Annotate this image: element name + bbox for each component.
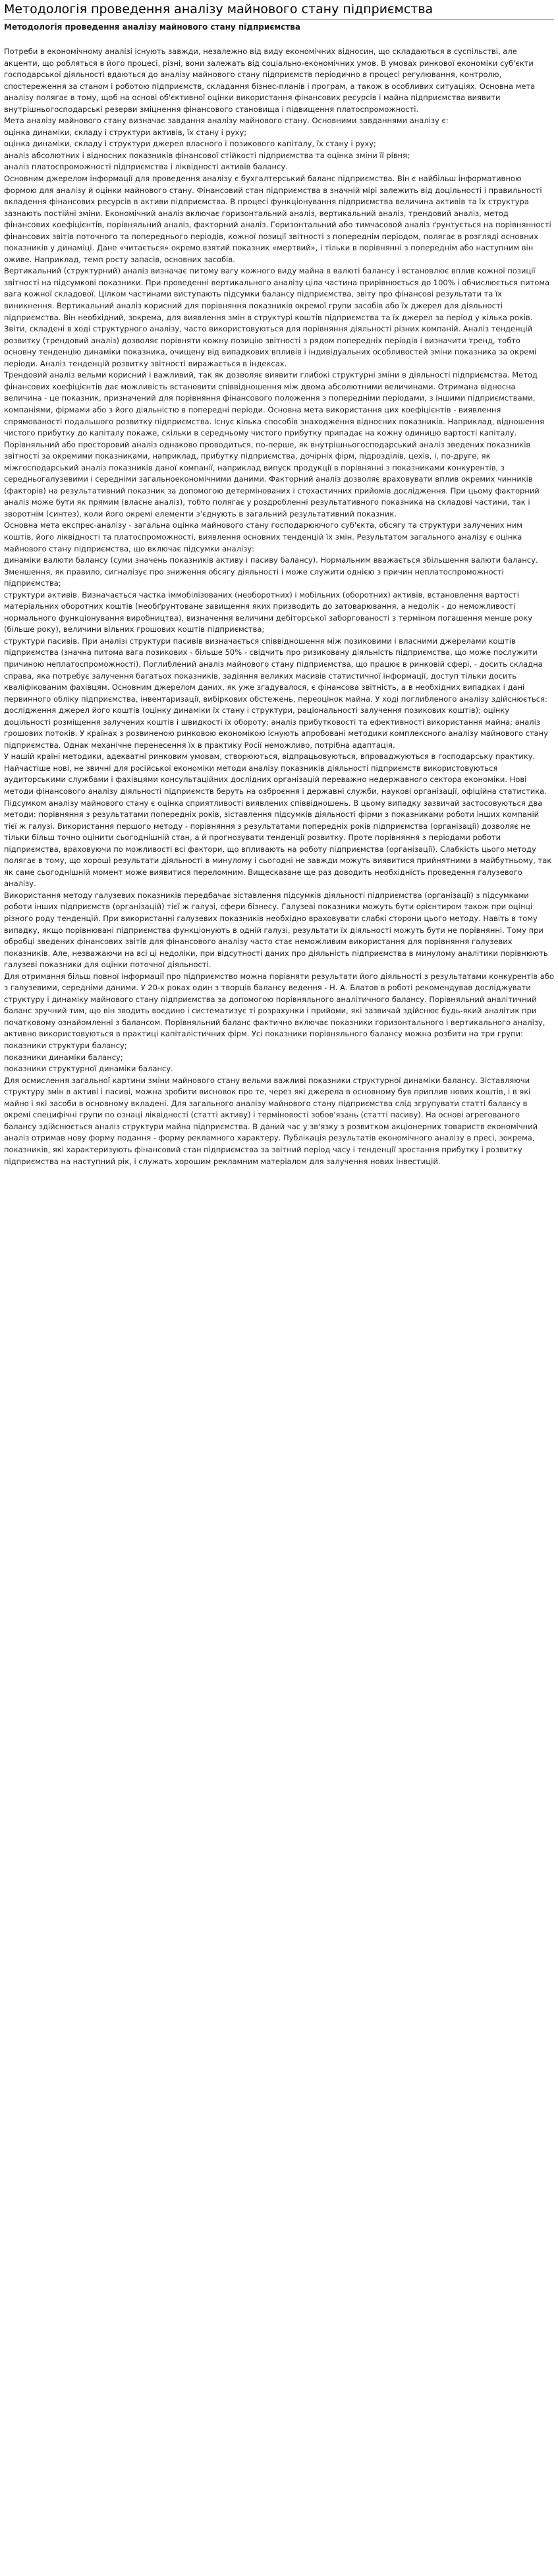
paragraph: Для отримання більш повної інформації про підприємство можна порівняти результати його діяльності з результатами конкурентів або з галузевими, середніми даними. У 20-х роках один з творців балансу ведення - Н. А. Блатов в роботі рекомендував досліджувати структуру і динаміку майнового стану підприємства за допомогою порівняльного аналітичного балансу. Порівняльний аналітичний баланс зручний тим, що він зводить воєдино і систематизує ті розрахунки і прийоми, які зазвичай здійснює будь-який аналітик при початковому ознайомленні з балансом. Порівняльний баланс фактично включає показники горизонтального і вертикального аналізу, активно використовуються в практиці капіталістичних фірм. Усі показники порівняльного балансу можна розбити на три групи: xyxy=(4,971,554,1039)
article-body xyxy=(4,46,554,1167)
paragraph: Потреби в економічному аналізі існують завжди, незалежно від виду економічних відносин, що складаються в суспільстві, але акценти, що робляться в його процесі, різні, вони залежать від соціально-економічних умов. В умовах ринкової економіки суб'єкти господарської діяльності вдаються до аналізу майнового стану підприємств періодично в процесі регулювання, контролю, спостереження за станом і роботою підприємств, складання бізнес-планів і програм, а також в особливих ситуаціях. Основна мета аналізу полягає в тому, щоб на основі об'єктивної оцінки використання фінансових ресурсів і майна підприємства виявити внутрішньогосподарські резерви зміцнення фінансового становища і підвищення платоспроможності. xyxy=(4,47,536,114)
list-item: оцінка динаміки, складу і структури активів, їх стану і руху; xyxy=(4,127,247,137)
list-item: динаміки валюти балансу (суми значень показників активу і пасиву балансу). Нормальним вважається збільшення валюти балансу. Зменшення, як правило, сигналізує про зниження обсягу діяльності і може служити однією з причин неплатоспроможності підприємства; xyxy=(4,555,538,588)
paragraph: Використання методу галузевих показників передбачає зіставлення підсумків діяльності підприємства (організації) з підсумками роботи інших підприємств (організацій) тієї ж галузі, сфери бізнесу. Галузеві показники можуть бути орієнтиром також при оцінці різного роду тенденцій. При використанні галузевих показників необхідно враховувати слабкі сторони цього методу. Навіть в тому випадку, якщо порівнювані підприємства функціонують в одній галузі, результати їх діяльності можуть бути не порівнянні. Тому при обробці зведених фінансових звітів для фінансового аналізу часто стає неможливим використання для порівняння галузевих показників. Але, незважаючи на всі ці недоліки, при відсутності даних про діяльність підприємства в минулому аналітики порівнюють галузеві показники для оцінки поточної діяльності. xyxy=(4,890,548,970)
section-heading: Методологія проведення аналізу майнового стану підприємства xyxy=(4,22,300,32)
paragraph: Мета аналізу майнового стану визначає завдання аналізу майнового стану. Основними завданнями аналізу є: xyxy=(4,116,449,126)
list-item: аналіз платоспроможності підприємства і ліквідності активів балансу. xyxy=(4,162,288,172)
list-item: оцінка динаміки, складу і структури джерел власного і позикового капіталу, їх стану і руху; xyxy=(4,139,376,149)
paragraph: Вертикальний (структурний) аналіз визначає питому вагу кожного виду майна в валюті балансу і встановлює вплив кожної позиції звітності на підсумкові показники. При проведенні вертикального аналізу ціла частина прирівнюється до 100% і обчислюється питома вага кожної складової. Цілком частинами виступають підсумки балансу підприємства, звіту про фінансові результати та їх виникнення. Вертикальний аналіз корисний для порівняння показників окремої групи засобів або їх джерел для діяльності підприємства. Він необхідний, зокрема, для виявлення змін в структурі коштів підприємства та їх джерел за період у кілька років. Звіти, складені в ході структурного аналізу, часто використовуються для порівняння діяльності різних компаній. Аналіз тенденцій розвитку (трендовий аналіз) дозволяє порівняти кожну позицію звітності з рядом попередніх періодів і визначити тренд, тобто основну тенденцію динаміки показника, очищену від випадкових впливів і індивідуальних особливостей зміни показника за окремі періоди. Аналіз тенденцій розвитку звітності виражається в індексах. xyxy=(4,266,550,368)
paragraph: У нашій країні методики, адекватні ринковим умовам, створюються, відпрацьовуються, впроваджуються в господарську практику. Найчастіше нові, не звичні для російської економіки методи аналізу показників діяльності підприємств використовуються аудиторськими службами і фахівцями консультаційних дослідних організацій переважно недержавного сектора економіки. Нові методи фінансового аналізу діяльності підприємств беруть на озброєння і державні служби, наукові організації, офіційна статистика. Підсумком аналізу майнового стану є оцінка сприятливості виявлених співвідношень. В цьому випадку зазвичай застосовуються два методи: порівняння з результатами попередніх років, зіставлення підсумків діяльності фірми з показниками роботи інших компаній тієї ж галузі. Використання першого методу - порівняння з результатами попередніх років підприємства (організації) дозволяє не тільки більш точно оцінити сьогоднішній стан, а й прогнозувати тенденції розвитку. Проте порівняння з періодами роботи підприємства, враховуючи по можливості всі фактори, що впливають на роботу підприємства (організації). Слабкість цього методу полягає в тому, що хороші результати діяльності в минулому і сьогодні не завжди можуть виявитися прийнятними в майбутньому, так як саме сьогоднішній момент може виявитися переломним. Вищесказане ще раз доводить необхідність проведення галузевого аналізу. xyxy=(4,752,552,889)
list-item: аналіз абсолютних і відносних показників фінансової стійкості підприємства та оцінка зміни її рівня; xyxy=(4,150,410,160)
list-item: показники структури балансу; xyxy=(4,1041,127,1051)
list-item: структури активів. Визначається частка іммобілізованих (необоротних) і мобільних (оборотних) активів, встановлення вартості матеріальних оборотних коштів (необґрунтоване завищення яких призводить до затоварювання, а недолік - до неможливості нормального функціонування виробництва), визначення величини дебіторської заборгованості з терміном погашення менше року (більше року), величини вільних грошових коштів підприємства; xyxy=(4,590,533,634)
list-item: показники структурної динаміки балансу. xyxy=(4,1064,173,1074)
page-title: Методологія проведення аналізу майнового стану підприємства xyxy=(4,1,554,20)
article-page xyxy=(0,0,558,1167)
list-item: структури пасивів. При аналізі структури пасивів визначається співвідношення між позиковими і власними джерелами коштів підприємства (значна питома вага позикових - більше 50% - свідчить про ризиковану діяльність підприємства, що може послужити причиною неплатоспроможності). Поглиблений аналіз майнового стану підприємства, що працює в ринковій сфері, - досить складна справа, яка потребує залучення багатьох показників, задіяння великих масивів статистичної інформації, доступ тільки досить кваліфікованим фахівцям. Основним джерелом даних, як уже згадувалося, є фінансова звітність, а в необхідних випадках і дані первинного обліку підприємства, інвентаризації, вибіркових обстежень, переоцінок майна. У ході поглибленого аналізу здійснюється: дослідження джерел його коштів (оцінку динаміки їх стану і структури, раціональності залучення позикових коштів); оцінку доцільності розміщення залучених коштів і швидкості їх обороту; аналіз прибутковості та ефективності використання майна; аналіз грошових потоків. У країнах з розвиненою ринковою економікою існують апробовані методики комплексного аналізу майнового стану підприємства. Однак механічне перенесення їх в практику Росії неможливо, потрібна адаптація. xyxy=(4,636,548,750)
paragraph: Для осмислення загальної картини зміни майнового стану вельми важливі показники структурної динаміки балансу. Зіставляючи структуру змін в активі і пасиві, можна зробити висновок про те, через які джерела в основному був приплив нових коштів, і в які майно і які засоби в основному вкладені. Для загального аналізу майнового стану підприємства слід згрупувати статті балансу в окремі специфічні групи по ознаці ліквідності (статті активу) і терміновості зобов'язань (статті пасиву). На основі агрегованого балансу здійснюється аналіз структури майна підприємства. В даний час у зв'язку з розвитком акціонерних товариств економічний аналіз отримав нову форму подання - форму рекламного характеру. Публікація результатів економічного аналізу в пресі, зокрема, показників, які характеризують фінансовий стан підприємства за звітний період часу і тенденції зростання прибутку і розвитку підприємства на наступний рік, і служать хорошим рекламним матеріалом для залучення нових інвестицій. xyxy=(4,1075,538,1166)
paragraph: Основна мета експрес-аналізу - загальна оцінка майнового стану господарюючого суб'єкта, обсягу та структури залучених ним коштів, його ліквідності та платоспроможності, виявлення основних тенденцій їх змін. Результатом загального аналізу є оцінка майнового стану підприємства, що включає підсумки аналізу: xyxy=(4,520,522,553)
paragraph: Трендовий аналіз вельми корисний і важливий, так як дозволяє виявити глибокі структурні зміни в діяльності підприємства. Метод фінансових коефіцієнтів дає можливість встановити співвідношення між двома абсолютними величинами. Отримана відносна величина - це показник, призначений для порівняння фінансового положення з попередніми періодами, з іншими підприємствами, компаніями, фірмами або з його діяльністю в попередні періоди. Основна мета використання цих коефіцієнтів - виявлення спрямованості подальшого розвитку підприємства. Існує кілька способів знаходження відносних показників. Наприклад, відношення чистого прибутку до капіталу покаже, скільки в середньому чистого прибутку припадає на кожну одиницю вартості капіталу. Порівняльний або просторовий аналіз однаково проводиться, по-перше, як внутрішньогосподарський аналіз зведених показників звітності за окремими показниками, наприклад, прибутку підприємства, дочірніх фірм, підрозділів, цехів, і, по-друге, як міжгосподарський аналіз показників даної компанії, наприклад випуск продукції в порівнянні з показниками конкурентів, з середньогалузевими і середніми загальноекономічними даними. Факторний аналіз дозволяє враховувати вплив окремих чинників (факторів) на результативний показник за допомогою детермінованих і стохастичних прийомів дослідження. При цьому факторний аналіз може бути як прямим (власне аналіз), тобто полягає у роздробленні результативного показника на складові частини, так і зворотнім (синтез), коли його окремі елементи з'єднують в загальний результативний показник. xyxy=(4,370,545,518)
paragraph: Основним джерелом інформації для проведення аналізу є бухгалтерський баланс підприємства. Він є найбільш інформативною формою для аналізу й оцінки майнового стану. Фінансовий стан підприємства в значній мірі залежить від доцільності і правильності вкладення фінансових ресурсів в активи підприємства. В процесі функціонування підприємства величина активів та їх структура зазнають постійні зміни. Економічний аналіз включає горизонтальний аналіз, вертикальний аналіз, трендовий аналіз, метод фінансових коефіцієнтів, порівняльний аналіз, факторний аналіз. Горизонтальний або тимчасовой аналіз ґрунтується на порівнянності фінансових звітів поточного та попереднього періодів, кожної позиції звітності з попереднім періодом, полягає в розгляді основних показників у динаміці. Дане «читається» окремо взятий показник «мертвий», і тільки в порівнянні з попереднім або наступним він оживе. Наприклад, темп росту запасів, основних засобів. xyxy=(4,174,551,264)
list-item: показники динаміки балансу; xyxy=(4,1052,123,1062)
